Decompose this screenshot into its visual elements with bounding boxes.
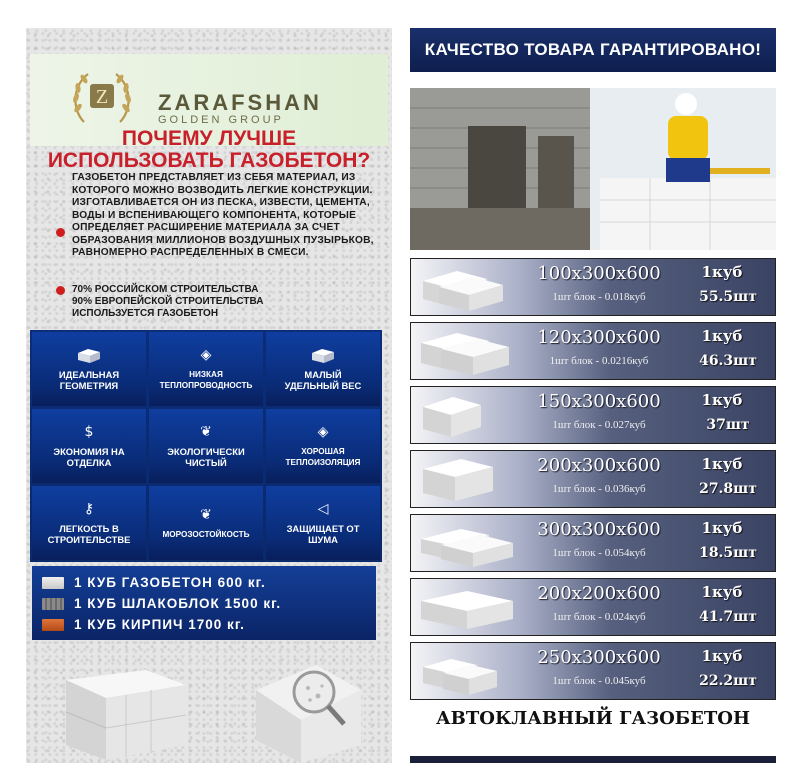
feature-label: НИЗКАЯ ТЕПЛОПРОВОДНОСТЬ — [159, 370, 253, 390]
product-row — [410, 642, 776, 700]
feature-label: ЭКОНОМИЯ НА ОТДЕЛКА — [53, 446, 125, 468]
brick-icon — [42, 619, 64, 631]
feature-tile — [32, 486, 146, 560]
left-panel — [26, 28, 392, 763]
product-row — [410, 450, 776, 508]
block-icon — [76, 347, 102, 365]
block-image — [417, 647, 517, 697]
product-size: 200x200x600 — [537, 583, 661, 604]
feature-tile — [32, 332, 146, 406]
brand-text — [158, 90, 322, 126]
product-block-volume: 1шт блок - 0.018куб — [552, 291, 646, 303]
bottom-strip — [410, 756, 776, 763]
feature-tile — [149, 332, 263, 406]
why-title-line1: ПОЧЕМУ ЛУЧШЕ — [121, 127, 297, 150]
product-block-volume: 1шт блок - 0.054куб — [552, 547, 646, 559]
block-image — [417, 519, 517, 569]
product-size: 200x300x600 — [537, 455, 661, 476]
weight-text: 1 КУБ ШЛАКОБЛОК 1500 кг. — [74, 596, 282, 611]
product-block-volume: 1шт блок - 0.027куб — [552, 419, 646, 431]
feature-tile — [266, 332, 380, 406]
drop-icon: ◈ — [317, 424, 329, 440]
product-count: 55.5шт — [699, 289, 757, 305]
product-row — [410, 322, 776, 380]
laurel-emblem-icon — [66, 62, 138, 134]
weight-row — [42, 572, 366, 593]
block-stack-image — [66, 670, 186, 760]
why-title — [26, 128, 392, 172]
autoclave-title: АВТОКЛАВНЫЙ ГАЗОБЕТОН — [436, 708, 750, 729]
product-row — [410, 258, 776, 316]
block-image — [417, 455, 517, 505]
product-size: 120x300x600 — [537, 327, 661, 348]
weight-text: 1 КУБ ГАЗОБЕТОН 600 кг. — [74, 575, 266, 590]
slag-block-icon — [42, 598, 64, 610]
bullet-icon — [56, 286, 65, 295]
product-size: 300x300x600 — [537, 519, 661, 540]
feature-label: МОРОЗОСТОЙКОСТЬ — [162, 529, 250, 539]
product-count: 46.3шт — [699, 353, 757, 369]
bullet-icon — [56, 228, 65, 237]
product-size: 250x300x600 — [537, 647, 661, 668]
stat-line: 70% РОССИЙСКОМ СТРОИТЕЛЬСТВА — [72, 284, 259, 295]
gas-block-icon — [42, 577, 64, 589]
feature-label: ЭКОЛОГИЧЕСКИ ЧИСТЫЙ — [167, 446, 245, 468]
feature-label: ЗАЩИЩАЕТ ОТ ШУМА — [286, 523, 360, 545]
feature-tile — [266, 409, 380, 483]
product-count: 27.8шт — [699, 481, 757, 497]
product-block-volume: 1шт блок - 0.0216куб — [549, 355, 649, 367]
features-grid — [30, 330, 382, 562]
block-icon — [310, 347, 336, 365]
dollar-icon: $ — [84, 424, 94, 440]
right-panel — [410, 28, 776, 763]
product-count: 18.5шт — [699, 545, 757, 561]
why-title-line2: ИСПОЛЬЗОВАТЬ ГАЗОБЕТОН? — [47, 149, 371, 172]
product-unit: 1куб — [701, 455, 743, 473]
intro-text: ГАЗОБЕТОН ПРЕДСТАВЛЯЕТ ИЗ СЕБЯ МАТЕРИАЛ, ИЗ КОТОРОГО МОЖНО ВОЗВОДИТЬ ЛЕГКИЕ КОНСТРУКЦИИ. ИЗГОТАВЛИВАЕТСЯ ОН ИЗ ПЕСКА, ИЗВЕСТИ, ЦЕМЕНТА, ВОДЫ И ВСПЕНИВАЮЩЕГО КОМПОНЕНТА, КОТОРЫЕ ОПРЕДЕЛЯЕТ РАСШИРЕНИЕ МАТЕРИАЛА ЗА СЧЕТ ОБРАЗОВАНИЯ МИЛЛИОНОВ ВОЗДУШНЫХ ПУЗЫРЬКОВ, РАВНОМЕРНО РАСПРЕДЕЛЕННЫХ В СМЕСИ. — [72, 172, 374, 258]
feature-label: ЛЕГКОСТЬ В СТРОИТЕЛЬСТВЕ — [47, 523, 131, 545]
feature-label: ИДЕАЛЬНАЯ ГЕОМЕТРИЯ — [58, 369, 120, 391]
quality-banner: КАЧЕСТВО ТОВАРА ГАРАНТИРОВАНО! — [410, 28, 776, 72]
feature-tile — [32, 409, 146, 483]
product-unit: 1куб — [701, 327, 743, 345]
leaf-icon: ❦ — [200, 506, 212, 523]
feature-label: ХОРОШАЯ ТЕПЛОИЗОЛЯЦИЯ — [285, 447, 361, 467]
speaker-icon: ◁ — [317, 501, 329, 517]
block-image — [417, 391, 517, 441]
product-unit: 1куб — [701, 519, 743, 537]
weights-box — [32, 566, 376, 640]
key-icon: ⚷ — [83, 501, 95, 517]
product-block-volume: 1шт блок - 0.045куб — [552, 675, 646, 687]
weight-text: 1 КУБ КИРПИЧ 1700 кг. — [74, 617, 245, 632]
product-row — [410, 386, 776, 444]
product-unit: 1куб — [701, 263, 743, 281]
weight-row — [42, 614, 366, 635]
product-size: 100x300x600 — [537, 263, 661, 284]
leaf-icon: ❦ — [200, 424, 212, 440]
blocks-illustration — [26, 650, 392, 763]
feature-tile — [266, 486, 380, 560]
drop-icon: ◈ — [200, 347, 212, 363]
product-unit: 1куб — [701, 647, 743, 665]
brand-name: ZARAFSHAN — [158, 90, 322, 115]
block-image — [417, 263, 517, 313]
product-block-volume: 1шт блок - 0.024куб — [552, 611, 646, 623]
stat-line: 90% ЕВРОПЕЙСКОЙ СТРОИТЕЛЬСТВА — [72, 296, 264, 307]
block-image — [417, 583, 517, 633]
block-image — [417, 327, 517, 377]
block-closeup-image — [256, 665, 361, 763]
emblem-letter: Z — [95, 86, 109, 108]
product-count: 41.7шт — [699, 609, 757, 625]
product-unit: 1куб — [701, 391, 743, 409]
product-count: 22.2шт — [699, 673, 757, 689]
product-block-volume: 1шт блок - 0.036куб — [552, 483, 646, 495]
feature-tile — [149, 486, 263, 560]
stat-line: ИСПОЛЬЗУЕТСЯ ГАЗОБЕТОН — [72, 308, 219, 319]
weight-row — [42, 593, 366, 614]
hardhat-icon — [675, 93, 697, 115]
product-count: 37шт — [706, 417, 750, 433]
product-row — [410, 514, 776, 572]
product-unit: 1куб — [701, 583, 743, 601]
feature-tile — [149, 409, 263, 483]
product-size: 150x300x600 — [537, 391, 661, 412]
stat-text — [72, 284, 372, 320]
product-row — [410, 578, 776, 636]
feature-label: МАЛЫЙ УДЕЛЬНЫЙ ВЕС — [284, 369, 362, 391]
construction-photo — [410, 88, 776, 250]
brand-sub: GOLDEN GROUP — [158, 114, 284, 126]
